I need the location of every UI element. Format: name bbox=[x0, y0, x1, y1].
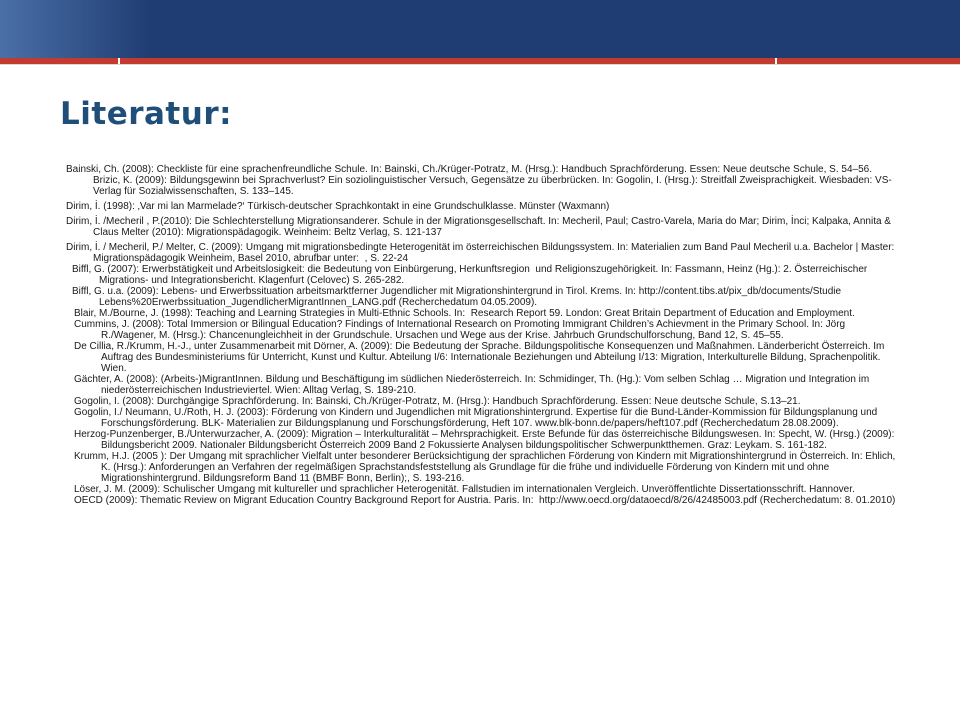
reference-item: Cummins, J. (2008): Total Immersion or Bilingual Education? Findings of International Research on Promoting Immigrant Children’s Achievment in the Primary School. In: Jörg R./Wagener, M. (Hrsg.): Chancenungleichheit in der Grundschule. Ursachen und Wege aus der Krise. Jahrbuch Grundschulforschung, Band 12, S. 45–55. bbox=[74, 319, 848, 341]
reference-item: Blair, M./Bourne, J. (1998): Teaching and Learning Strategies in Multi-Ethnic Schools. In: Research Report 59. London: Great Britain Department of Education and Employment. bbox=[74, 308, 855, 319]
reference-item: De Cillia, R./Krumm, H.-J., unter Zusammenarbeit mit Dörner, A. (2009): Die Bedeutung der Sprache. Bildungspolitische Konsequenzen und Maßnahmen. Länderbericht Österreich. Im Auftrag des Bundesministeriums für Unterricht, Kunst und Kultur. Abteilung I/6: Internationale Beziehungen und Abteilung I/13: Migration, Interkulturelle Bildung, Sprachenpolitik. Wien. bbox=[74, 341, 887, 374]
reference-item: Krumm, H.J. (2005 ): Der Umgang mit sprachlicher Vielfalt unter besonderer Berücksichtigung der sprachlichen Förderung von Kindern mit Migrationshintergrund in Österreich. In: Ehlich, K. (Hrsg.): Anforderungen an Verfahren der regelmäßigen Sprachstandsfeststellung als Grundlage für die frühe und individuelle Förderung von Kindern mit und ohne Migrationshintergrund. Bildungsreform Band 11 (BMBF Bonn, Berlin);, S. 193-216. bbox=[74, 451, 899, 484]
reference-item: Gächter, A. (2008): (Arbeits-)MigrantInnen. Bildung und Beschäftigung im südlichen Niederösterreich. In: Schmidinger, Th. (Hg.): Vom selben Schlag … Migration und Integration im niederösterreichischen Industrieviertel. Wien: Alltag Verlag, S. 189-210. bbox=[74, 374, 873, 396]
slide-title: Literatur: bbox=[60, 96, 233, 132]
reference-item: Dirim, İ. / Mecheril, P./ Melter, C. (2009): Umgang mit migrationsbedingte Heterogenität im österreichischen Bildungssystem. In: Materialien zum Band Paul Mecheril u.a. Bachelor | Master: Migrationspädagogik Weinheim, Basel 2010, abrufbar unter: , S. 22-24 bbox=[66, 242, 898, 264]
reference-item: Herzog-Punzenberger, B./Unterwurzacher, A. (2009): Migration – Interkulturalität – Mehrsprachigkeit. Erste Befunde für das österreichische Bildungswesen. In: Specht, W. (Hrsg.) (2009): Bildungsbericht 2009. Nationaler Bildungsbericht Österreich 2009 Band 2 Fokussierte Analysen bildungspolitischer Schwerpunktthemen. Graz: Leykam. S. 161-182. bbox=[74, 429, 898, 451]
reference-item: Dirim, İ. /Mecheril , P.(2010): Die Schlechterstellung Migrationsanderer. Schule in der Migrationsgesellschaft. In: Mecheril, Paul; Castro-Varela, Maria do Mar; Dirim, İnci; Kalpaka, Annita & Claus Melter (2010): Migrationspädagogik. Weinheim: Beltz Verlag, S. 121-137 bbox=[66, 216, 894, 238]
header-bar bbox=[0, 0, 960, 58]
reference-item: Biffl, G. (2007): Erwerbstätigkeit und Arbeitslosigkeit: die Bedeutung von Einbürgerung, Herkunftsregion und Religionszugehörigkeit. In: Fassmann, Heinz (Hg.): 2. Österreichischer Migrations- und Integrationsbericht. Klagenfurt (Celovec) S. 265-282. bbox=[72, 264, 871, 286]
reference-item: Gogolin, I./ Neumann, U./Roth, H. J. (2003): Förderung von Kindern und Jugendlichen mit Migrationshintergrund. Expertise für die Bund-Länder-Kommission für Bildungsplanung und Forschungsförderung. BLK- Materialien zur Bildungsplanung und Forschungsförderung, Heft 107. www.blk-bonn.de/papers/heft107.pdf (Recherchedatum 28.08.2009). bbox=[74, 407, 880, 429]
reference-item: Dirim, İ. (1998): ‚Var mi lan Marmelade?‘ Türkisch-deutscher Sprachkontakt in eine Grundschulklasse. Münster (Waxmann) bbox=[66, 201, 610, 212]
reference-item: Biffl, G. u.a. (2009): Lebens- und Erwerbssituation arbeitsmarktferner Jugendlicher mit Migrationshintergrund in Tirol. Krems. In: http://content.tibs.at/pix_db/documents/Studie Lebens%20Erwerbssituation_JugendlicherMigrantInnen_LANG.pdf (Recherchedatum 04.05.2009). bbox=[72, 286, 844, 308]
header-bar-highlight bbox=[0, 0, 150, 58]
header-divider bbox=[0, 64, 960, 65]
reference-item: Löser, J. M. (2009): Schulischer Umgang mit kultureller und sprachlicher Heterogenität. Fallstudien im internationalen Vergleich. Unveröffentlichte Dissertationsschrift. Hannover. bbox=[74, 484, 855, 495]
reference-list bbox=[66, 164, 899, 506]
reference-item: OECD (2009): Thematic Review on Migrant Education Country Background Report for Austria. Paris. In: http://www.oecd.org/dataoecd/8/26/42485003.pdf (Recherchedatum: 8. 01.2010) bbox=[74, 495, 896, 506]
reference-item: Gogolin, I. (2008): Durchgängige Sprachförderung. In: Bainski, Ch./Krüger-Potratz, M. (Hrsg.): Handbuch Sprachförderung. Essen: Neue deutsche Schule, S.13–21. bbox=[74, 396, 801, 407]
reference-item: Bainski, Ch. (2008): Checkliste für eine sprachenfreundliche Schule. In: Bainski, Ch./Krüger-Potratz, M. (Hrsg.): Handbuch Sprachförderung. Essen: Neue deutsche Schule, S. 54–56. Brizic, K. (2009): Bildungsgewinn bei Sprachverlust? Ein soziolinguistischer Versuch, Gegensätze zu überbrücken. In: Gogolin, I. (Hrsg.): Streitfall Zweisprachigkeit. Wiesbaden: VS- Verlag für Sozialwissenschaften, S. 133–145. bbox=[66, 164, 895, 197]
